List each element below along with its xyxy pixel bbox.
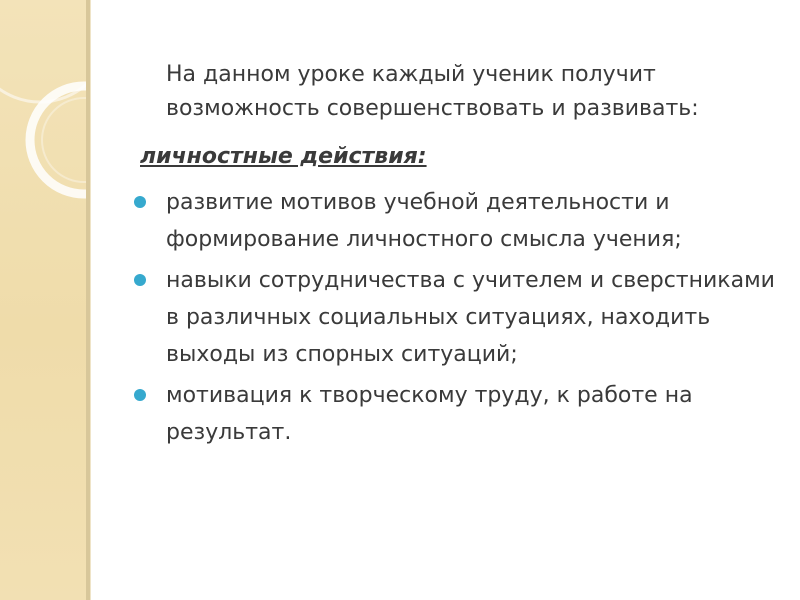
bullet-text: развитие мотивов учебной деятельности и формирование личностного смысла учения;	[166, 190, 682, 252]
section-subheading: личностные действия:	[140, 144, 427, 169]
intro-line-1: На данном уроке каждый ученик получит	[166, 62, 656, 87]
bullet-dot-icon	[134, 389, 146, 401]
bullet-text: мотивация к творческому труду, к работе на результат.	[166, 383, 693, 445]
intro-text	[166, 58, 776, 126]
list-item	[0, 377, 776, 451]
bullet-dot-icon	[134, 196, 146, 208]
bullet-list	[0, 184, 800, 451]
bullet-dot-icon	[134, 274, 146, 286]
intro-line-2: возможность совершенствовать и развивать:	[166, 96, 699, 121]
bullet-text: навыки сотрудничества с учителем и сверстниками в различных социальных ситуациях, находить выходы из спорных ситуаций;	[166, 268, 775, 367]
list-item	[0, 262, 776, 373]
list-item	[0, 184, 776, 258]
